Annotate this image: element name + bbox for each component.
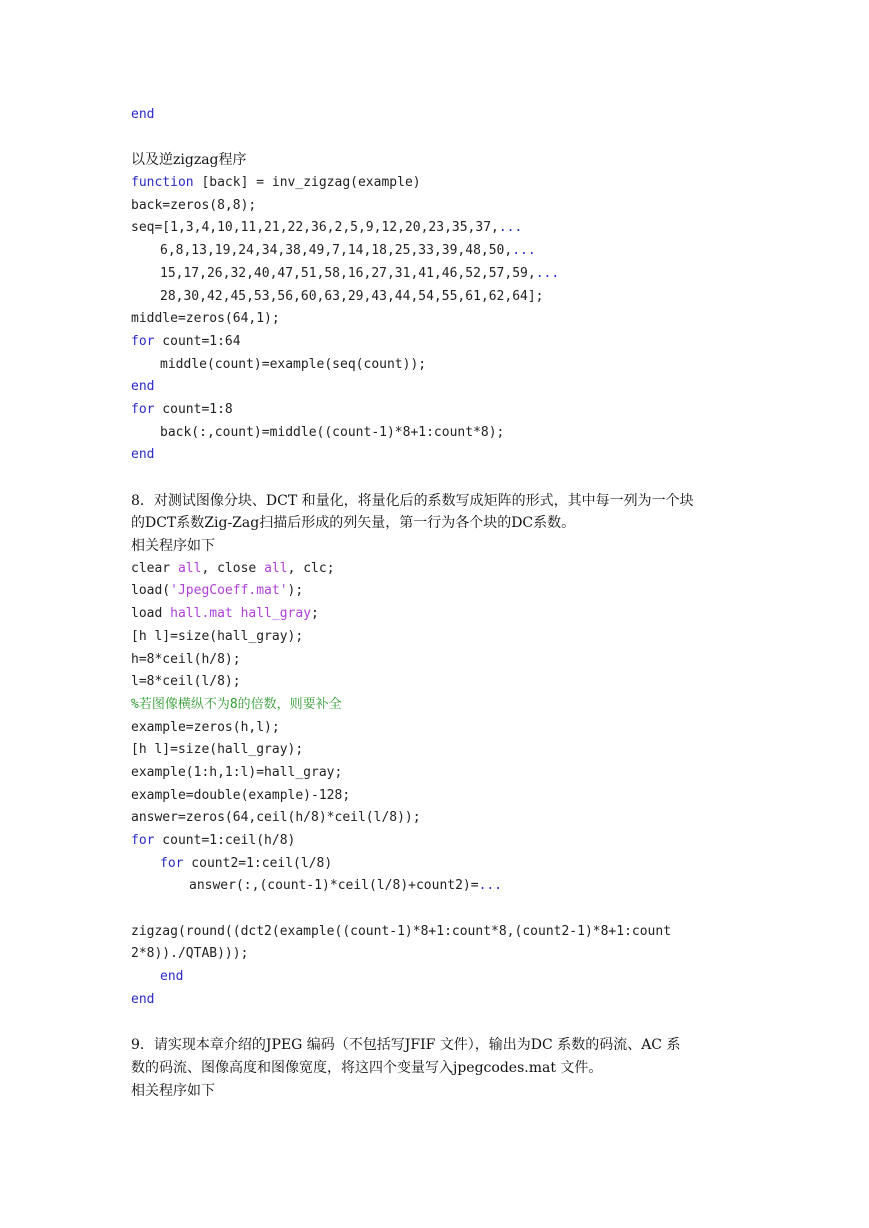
code-line [131, 104, 751, 127]
keyword-end: end [131, 447, 155, 463]
code-token: clear [131, 560, 178, 576]
document-page [131, 104, 751, 1102]
continuation: ... [512, 243, 536, 259]
section-8-heading-line-1: 8．对测试图像分块、DCT 和量化，将量化后的系数写成矩阵的形式，其中每一列为一个块 [131, 492, 694, 509]
section-8-intro: 相关程序如下 [131, 538, 215, 555]
code-line [131, 263, 751, 286]
code-comment: %若图像横纵不为8的倍数，则要补全 [131, 696, 342, 712]
code-line: h=8*ceil(h/8); [131, 651, 241, 667]
keyword-for: for [131, 401, 155, 417]
keyword-end: end [131, 991, 155, 1007]
code-line: example=zeros(h,l); [131, 719, 280, 735]
section-8-heading-line-2: 的DCT系数Zig-Zag扫描后形成的列矢量，第一行为各个块的DC系数。 [131, 515, 576, 532]
code-line: example=double(example)-128; [131, 787, 351, 803]
section-9-intro: 相关程序如下 [131, 1082, 215, 1099]
code-line [131, 399, 751, 422]
code-line: back(:,count)=middle((count-1)*8+1:count*8); [160, 424, 505, 440]
keyword-end: end [160, 969, 184, 985]
for-range: count=1:8 [154, 401, 233, 417]
string-token: all [264, 560, 288, 576]
code-line [131, 558, 751, 581]
keyword-for: for [131, 333, 155, 349]
continuation: ... [535, 265, 560, 281]
blank-line [131, 127, 751, 150]
code-token: load [131, 606, 171, 622]
code-line [131, 875, 751, 898]
code-line: zigzag(round((dct2(example((count-1)*8+1:count*8,(count2-1)*8+1:count [131, 923, 672, 939]
code-line: back=zeros(8,8); [131, 197, 257, 213]
code-line [131, 376, 751, 399]
code-line: middle=zeros(64,1); [131, 311, 280, 327]
code-line [131, 830, 751, 853]
code-line: l=8*ceil(l/8); [131, 674, 241, 690]
blank-line [131, 898, 751, 921]
seq-row-3: 15,17,26,32,40,47,51,58,16,27,31,41,46,52,57,59, [160, 265, 536, 281]
code-token: , close [201, 560, 265, 576]
keyword-end: end [131, 379, 155, 395]
blank-line [131, 1012, 751, 1035]
code-token: , clc; [287, 560, 335, 576]
code-line [131, 217, 751, 240]
code-line [131, 331, 751, 354]
code-line [131, 580, 751, 603]
code-line: [h l]=size(hall_gray); [131, 742, 304, 758]
continuation: ... [498, 220, 523, 236]
code-line [131, 240, 751, 263]
section-9-heading-line-1: 9．请实现本章介绍的JPEG 编码（不包括写JFIF 文件），输出为DC 系数的码流、AC 系 [131, 1037, 681, 1054]
function-signature: [back] = inv_zigzag(example) [193, 175, 421, 191]
code-token: load( [131, 583, 171, 599]
code-line: middle(count)=example(seq(count)); [160, 356, 427, 372]
code-line [131, 444, 751, 467]
seq-row-1: seq=[1,3,4,10,11,21,22,36,2,5,9,12,20,23,35,37, [131, 220, 499, 236]
code-line [131, 966, 751, 989]
code-token: answer(:,(count-1)*ceil(l/8)+count2)= [189, 878, 479, 894]
code-line [131, 603, 751, 626]
keyword-function: function [131, 175, 194, 191]
string-token: 'JpegCoeff.mat' [170, 583, 288, 599]
code-line: 2*8))./QTAB))); [131, 946, 249, 962]
keyword-for: for [131, 833, 155, 848]
string-token: all [177, 560, 202, 576]
code-line: 28,30,42,45,53,56,60,63,29,43,44,54,55,61,62,64]; [160, 288, 544, 304]
code-line [131, 172, 751, 195]
keyword-end: end [131, 107, 155, 122]
string-token: hall.mat hall_gray [170, 606, 312, 622]
code-line [131, 853, 751, 876]
continuation: ... [478, 878, 503, 894]
blank-line [131, 467, 751, 490]
code-line [131, 989, 751, 1012]
for-range: count2=1:ceil(l/8) [183, 855, 333, 871]
keyword-for: for [160, 855, 184, 871]
for-range: count=1:64 [154, 333, 241, 349]
seq-row-2: 6,8,13,19,24,34,38,49,7,14,18,25,33,39,48,50, [160, 243, 513, 259]
code-line: [h l]=size(hall_gray); [131, 628, 304, 644]
code-line: answer=zeros(64,ceil(h/8)*ceil(l/8)); [131, 810, 421, 826]
for-range: count=1:ceil(h/8) [154, 833, 296, 848]
code-token: ); [287, 583, 304, 599]
code-token: ; [311, 606, 319, 622]
section-title-inv-zigzag: 以及逆zigzag程序 [131, 152, 247, 169]
code-line: example(1:h,1:l)=hall_gray; [131, 764, 343, 780]
section-9-heading-line-2: 数的码流、图像高度和图像宽度，将这四个变量写入jpegcodes.mat 文件。 [131, 1059, 603, 1076]
